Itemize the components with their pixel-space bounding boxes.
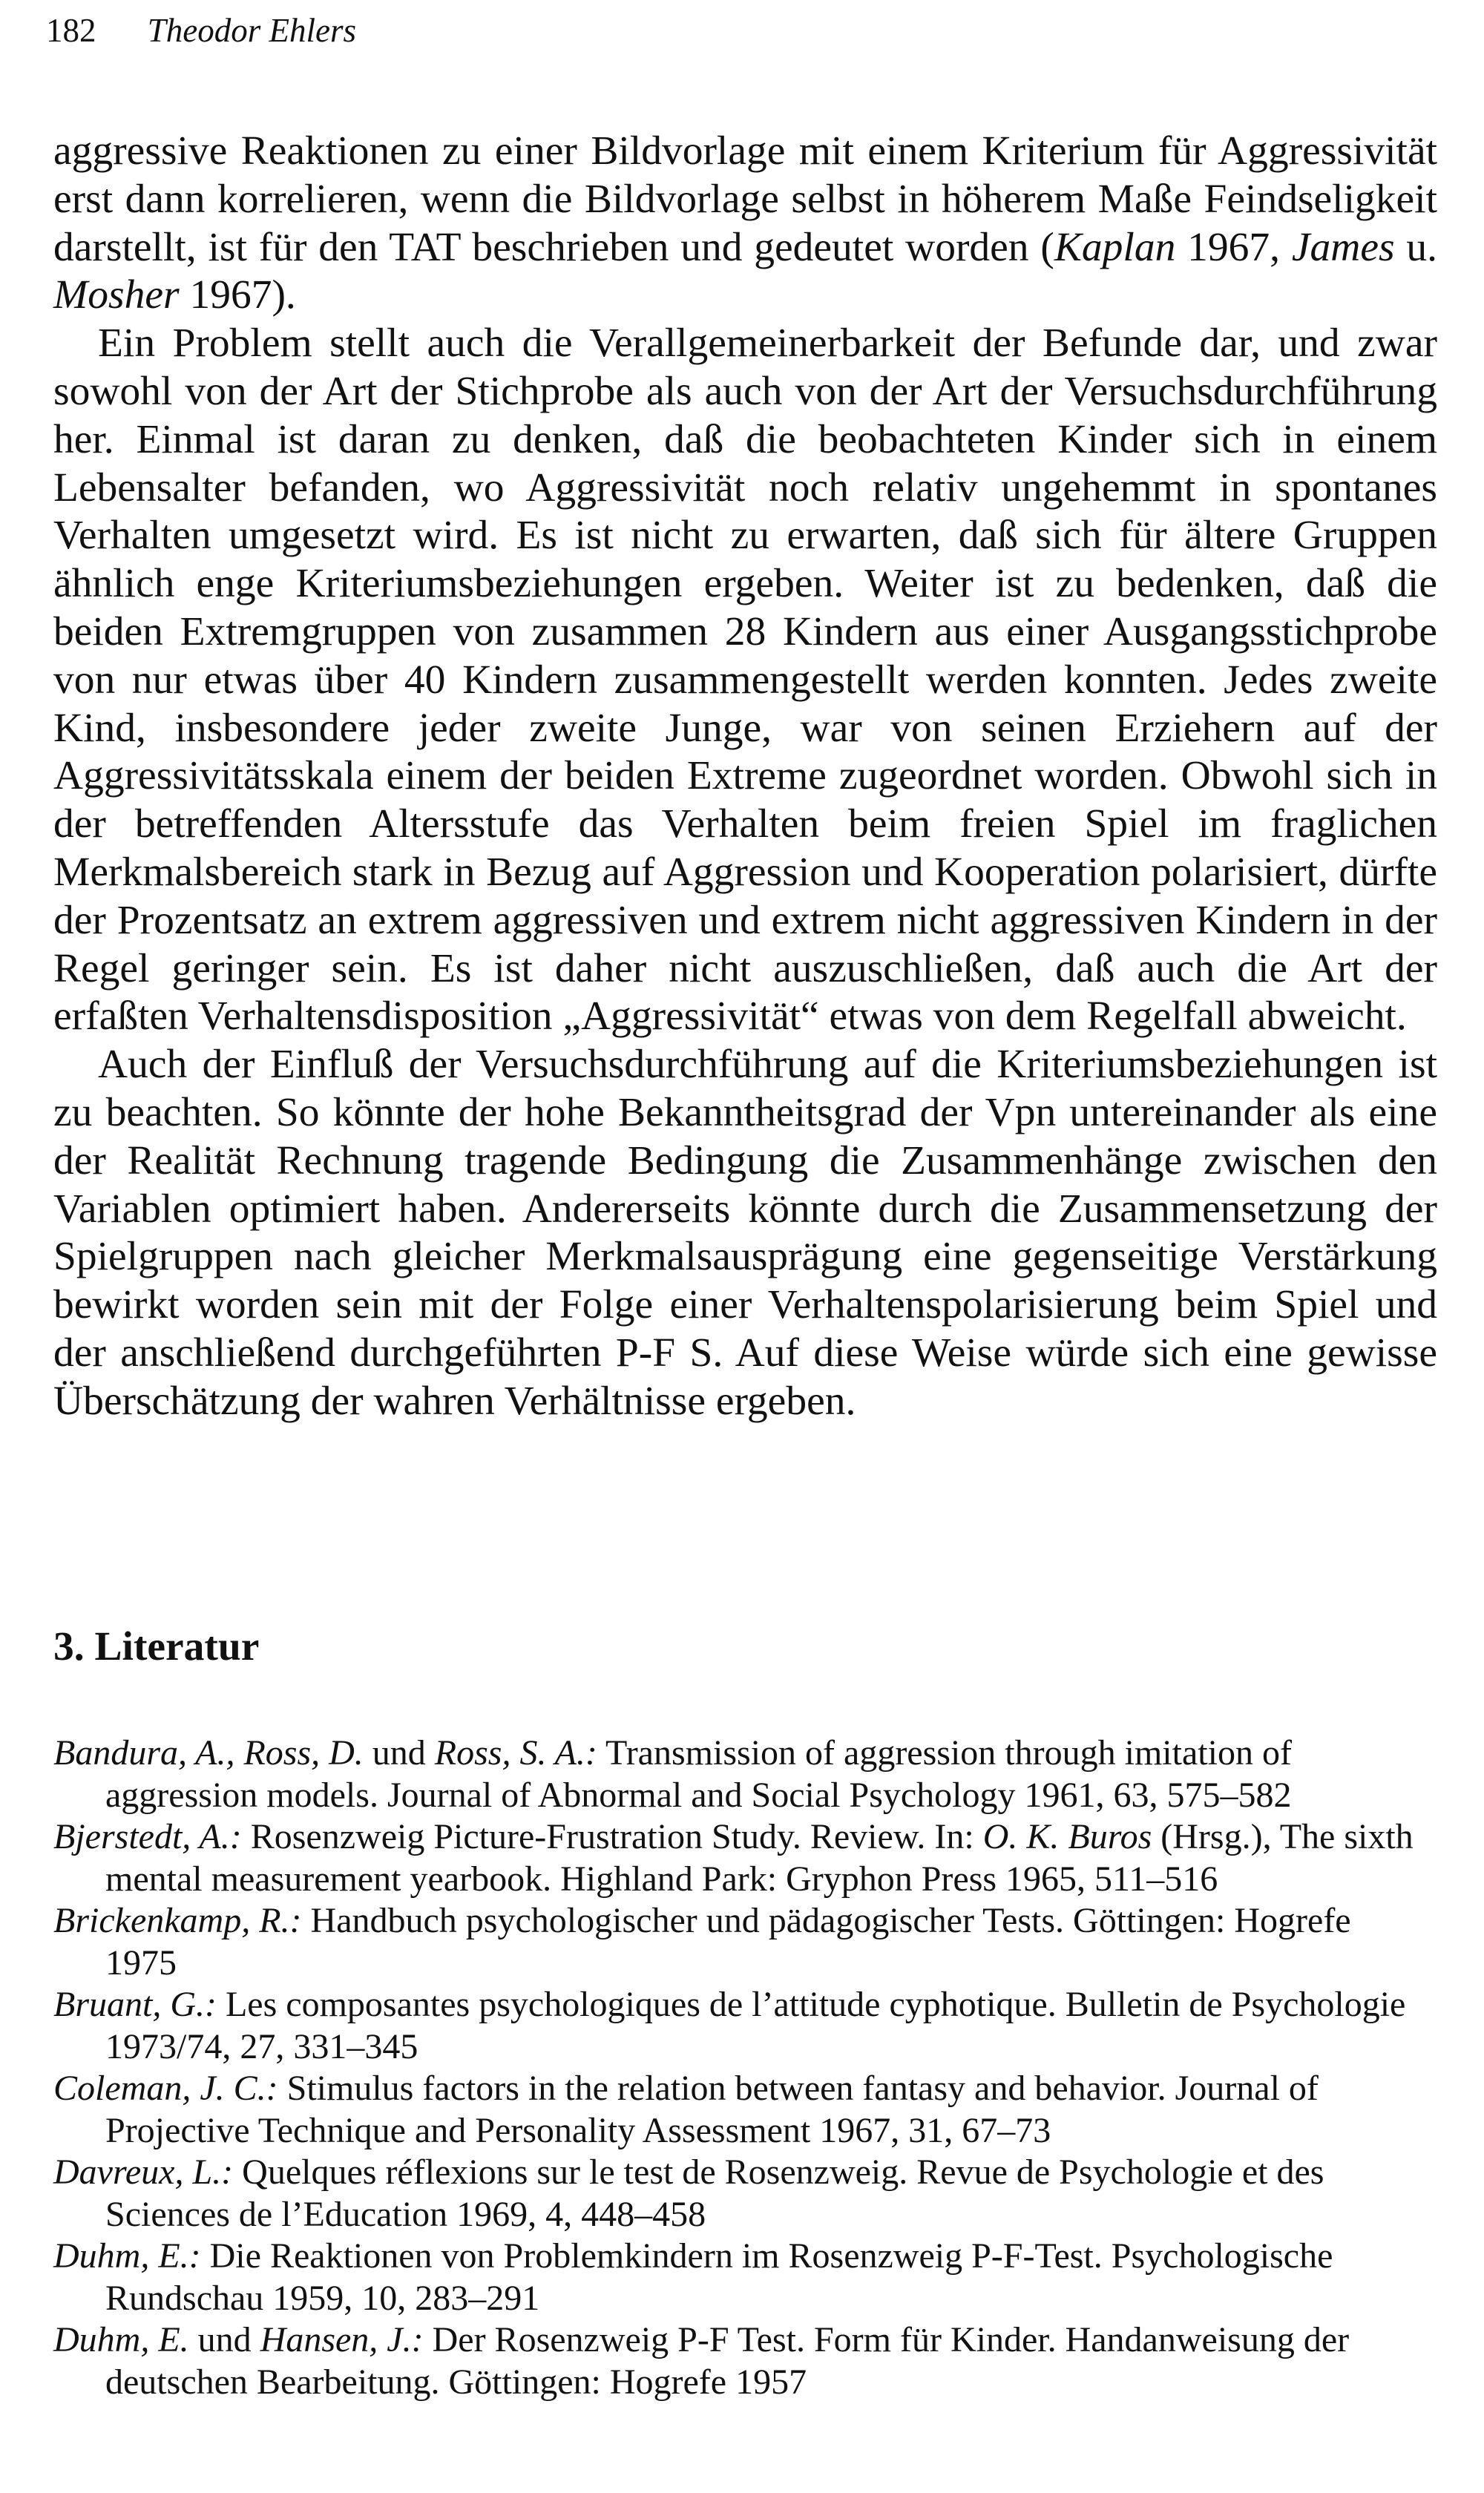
italic-text: Duhm, E. xyxy=(53,2320,189,2359)
reference-entry xyxy=(53,2319,1426,2403)
italic-text: Bruant, G.: xyxy=(53,1985,217,2024)
text-run: Ein Problem stellt auch die Verallgemeinerbarkeit der Befunde dar, und zwar sowohl von der Art der Stichprobe als auch von der Art der Versuchsdurchführung her. Einmal ist daran zu denken, daß die beobachteten Kinder sich in einem Lebensalter befanden, wo Aggressivität noch relativ ungehemmt in spontanes Verhalten umgesetzt wird. Es ist nicht zu erwarten, daß sich für ältere Gruppen ähnlich enge Kriteriumsbeziehungen ergeben. Weiter ist zu bedenken, daß die beiden Extremgruppen von zusammen 28 Kindern aus einer Ausgangsstichprobe von nur etwas über 40 Kindern zusammengestellt werden konnten. Jedes zweite Kind, insbesondere jeder zweite Junge, war von seinen Erziehern auf der Aggressivitätsskala einem der beiden Extreme zugeordnet worden. Obwohl sich in der betreffenden Altersstufe das Verhalten beim freien Spiel im fraglichen Merkmalsbereich stark in Bezug auf Aggression und Kooperation polarisiert, dürfte der Prozentsatz an extrem aggressiven und extrem nicht aggressiven Kindern in der Regel geringer sein. Es ist daher nicht auszuschließen, daß auch die Art der erfaßten Verhaltensdisposition „Aggressivität“ etwas von dem Regelfall abweicht. xyxy=(53,321,1437,1039)
running-title: Theodor Ehlers xyxy=(147,12,356,49)
italic-text: Brickenkamp, R.: xyxy=(53,1901,302,1940)
italic-text: James xyxy=(1291,224,1395,270)
reference-entry xyxy=(53,2152,1426,2236)
italic-text: Hansen, J.: xyxy=(260,2320,424,2359)
text-run: Die Reaktionen von Problemkindern im Rosenzweig P-F-Test. Psychologische Rundschau 1959, 10, 283–291 xyxy=(105,2236,1333,2318)
reference-entry xyxy=(53,1900,1426,1984)
text-run: 1967, xyxy=(1175,224,1292,270)
text-run: und xyxy=(363,1733,435,1773)
text-run: Les composantes psychologiques de l’attitude cyphotique. Bulletin de Psychologie 1973/74, 27, 331–345 xyxy=(105,1985,1406,2066)
text-run: Transmission of aggression through imitation of aggression models. Journal of Abnormal and Social Psychology 1961, 63, 575–582 xyxy=(105,1733,1292,1815)
body-text xyxy=(53,128,1437,1426)
italic-text: Ross, S. A.: xyxy=(434,1733,597,1773)
italic-text: Bjerstedt, A.: xyxy=(53,1817,242,1856)
italic-text: O. K. Buros xyxy=(982,1817,1152,1856)
text-run: Stimulus factors in the relation between fantasy and behavior. Journal of Projective Technique and Personality Assessment 1967, 31, 67–73 xyxy=(105,2069,1319,2150)
section-heading: 3. Literatur xyxy=(53,1624,260,1669)
italic-text: Kaplan xyxy=(1054,224,1176,270)
reference-entry xyxy=(53,1732,1426,1816)
text-run: Der Rosenzweig P-F Test. Form für Kinder. Handanweisung der deutschen Bearbeitung. Göttingen: Hogrefe 1957 xyxy=(105,2320,1350,2402)
text-run: Handbuch psychologischer und pädagogischer Tests. Göttingen: Hogrefe 1975 xyxy=(105,1901,1351,1983)
text-run: aggressive Reaktionen zu einer Bildvorlage mit einem Kriterium für Aggressivität erst dann korrelieren, wenn die Bildvorlage selbst in höherem Maße Feindseligkeit darstellt, ist für den TAT beschrieben und gedeutet worden ( xyxy=(53,128,1437,270)
reference-entry xyxy=(53,2236,1426,2319)
reference-list xyxy=(53,1732,1426,2403)
text-run: 1967). xyxy=(179,272,296,318)
paragraph xyxy=(53,1041,1437,1425)
text-run: u. xyxy=(1394,224,1438,270)
text-run: Rosenzweig Picture-Frustration Study. Review. In: xyxy=(241,1817,983,1856)
italic-text: Mosher xyxy=(53,272,180,318)
text-run: und xyxy=(188,2320,260,2359)
italic-text: Duhm, E.: xyxy=(53,2236,201,2276)
text-run: (Hrsg.), The sixth mental measurement yearbook. Highland Park: Gryphon Press 1965, 511–516 xyxy=(105,1817,1414,1899)
running-header xyxy=(46,4,356,56)
italic-text: Davreux, L.: xyxy=(53,2152,234,2192)
text-run: Auch der Einfluß der Versuchsdurchführung auf die Kriteriumsbeziehungen ist zu beachten. So könnte der hohe Bekanntheitsgrad der Vpn untereinander als eine der Realität Rechnung tragende Bedingung die Zusammenhänge zwischen den Variablen optimiert haben. Andererseits könnte durch die Zusammensetzung der Spielgruppen nach gleicher Merkmalsausprägung eine gegenseitige Verstärkung bewirkt worden sein mit der Folge einer Verhaltenspolarisierung beim Spiel und der anschließend durchgeführten P-F S. Auf diese Weise würde sich eine gewisse Überschätzung der wahren Verhältnisse ergeben. xyxy=(53,1042,1437,1424)
reference-entry xyxy=(53,2068,1426,2152)
paragraph xyxy=(53,128,1437,320)
page-number: 182 xyxy=(46,12,96,49)
paragraph xyxy=(53,320,1437,1041)
reference-entry xyxy=(53,1816,1426,1900)
reference-entry xyxy=(53,1984,1426,2068)
italic-text: Coleman, J. C.: xyxy=(53,2069,278,2108)
text-run: Quelques réflexions sur le test de Rosenzweig. Revue de Psychologie et des Sciences de l’Education 1969, 4, 448–458 xyxy=(105,2152,1324,2234)
italic-text: Bandura, A., Ross, D. xyxy=(53,1733,364,1773)
